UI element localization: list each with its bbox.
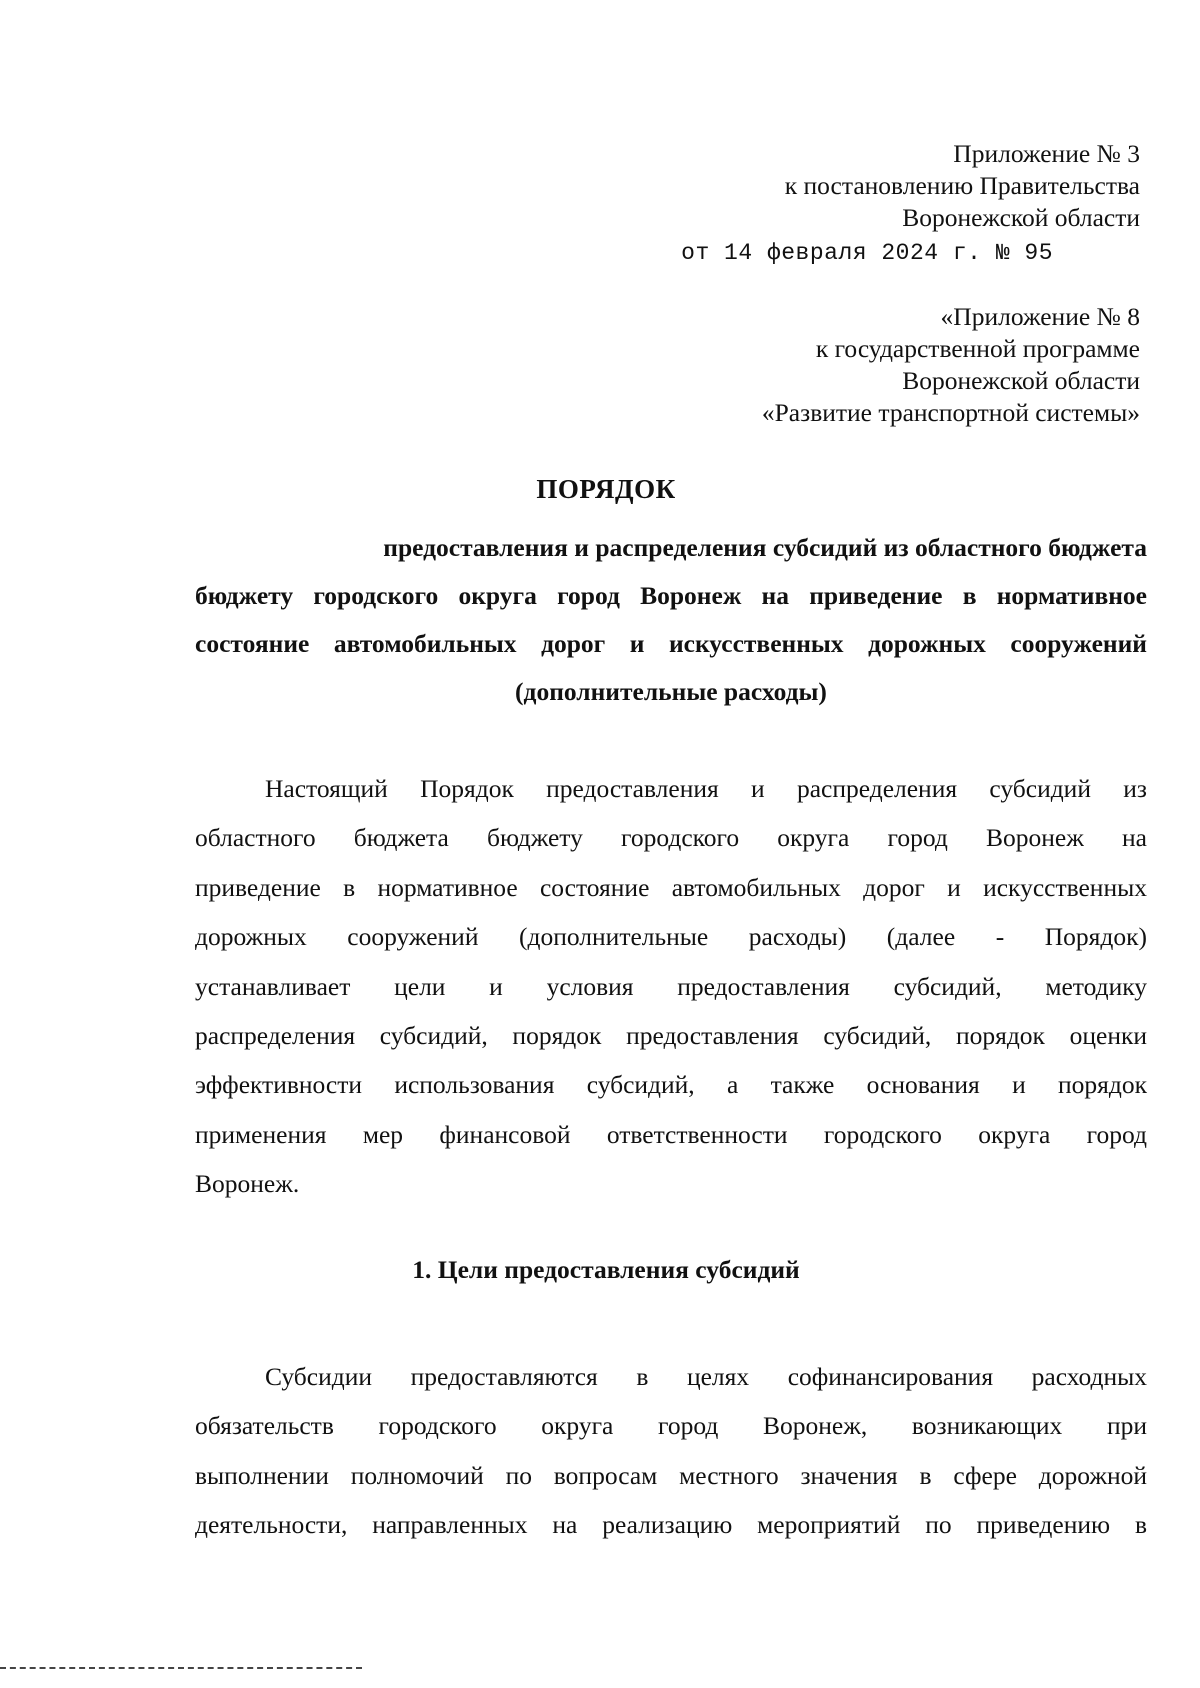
subtitle-line: состояние автомобильных дорог и искусственных дорожных сооружений [195, 629, 1147, 658]
paragraph-line: распределения субсидий, порядок предоставления субсидий, порядок оценки [195, 1021, 1147, 1051]
paragraph-line: приведение в нормативное состояние автомобильных дорог и искусственных [195, 872, 1147, 902]
resolution-date: от 14 февраля 2024 г. № 95 [681, 240, 1053, 266]
paragraph-line: областного бюджета бюджету городского округа город Воронеж на [195, 823, 1147, 853]
paragraph-line: дорожных сооружений (дополнительные расходы) (далее - Порядок) [195, 922, 1147, 952]
subtitle-line: (дополнительные расходы) [515, 677, 827, 706]
intro-paragraph [195, 764, 1147, 1209]
paragraph-line: эффективности использования субсидий, а также основания и порядок [195, 1070, 1147, 1100]
program-appendix-header [762, 301, 1140, 429]
paragraph-line: деятельности, направленных на реализацию мероприятий по приведению в [195, 1510, 1147, 1540]
paragraph-line: Субсидии предоставляются в целях софинансирования расходных [265, 1362, 1147, 1391]
appendix-region: Воронежской области [902, 203, 1140, 232]
document-subtitle [195, 524, 1147, 716]
goals-paragraph [195, 1352, 1147, 1550]
program-appendix-ref: к государственной программе [815, 334, 1140, 363]
appendix-resolution: к постановлению Правительства [784, 171, 1140, 200]
appendix-header [681, 138, 1140, 269]
program-appendix-name: «Развитие транспортной системы» [761, 398, 1140, 427]
section-heading: 1. Цели предоставления субсидий [412, 1255, 800, 1284]
footnote-divider [0, 1667, 362, 1669]
paragraph-line: применения мер финансовой ответственности городского округа город [195, 1119, 1147, 1149]
document-title: ПОРЯДОК [536, 474, 676, 504]
paragraph-line: Воронеж. [195, 1169, 300, 1199]
subtitle-line: бюджету городского округа город Воронеж на приведение в нормативное [195, 581, 1147, 610]
program-appendix-number: «Приложение № 8 [940, 302, 1140, 331]
paragraph-line: обязательств городского округа город Воронеж, возникающих при [195, 1411, 1147, 1441]
subtitle-line: предоставления и распределения субсидий из областного бюджета [383, 533, 1147, 562]
appendix-number: Приложение № 3 [953, 139, 1140, 168]
paragraph-line: выполнении полномочий по вопросам местного значения в сфере дорожной [195, 1460, 1147, 1490]
paragraph-line: Настоящий Порядок предоставления и распределения субсидий из [265, 774, 1147, 803]
program-appendix-region: Воронежской области [902, 366, 1140, 395]
paragraph-line: устанавливает цели и условия предоставления субсидий, методику [195, 971, 1147, 1001]
